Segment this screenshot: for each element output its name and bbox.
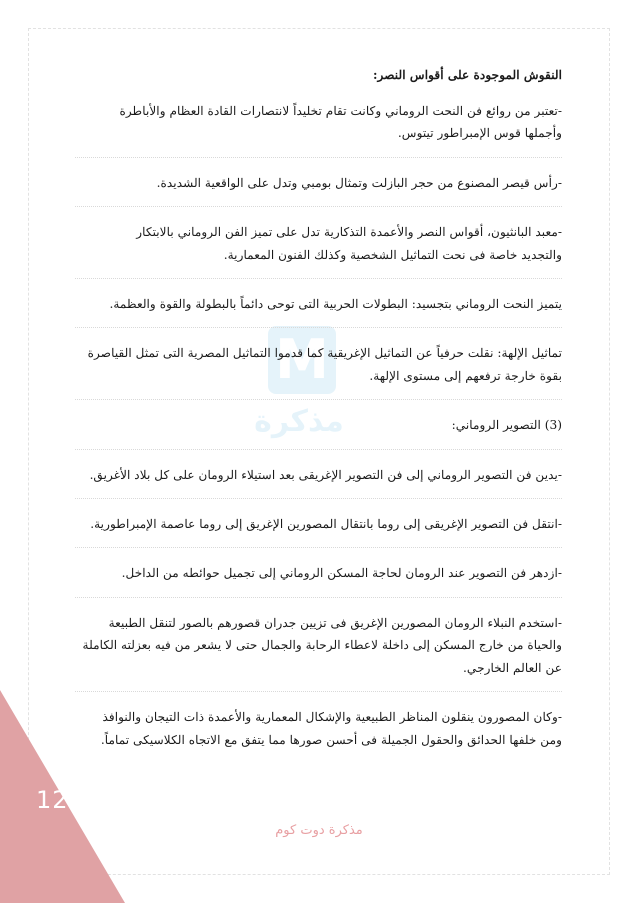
paragraph-line: -رأس قيصر المصنوع من حجر البازلت وتمثال بومبي وتدل على الواقعية الشديدة.: [156, 175, 562, 190]
paragraph-6: [75, 464, 562, 486]
divider: [75, 327, 562, 329]
paragraph-line: عن العالم الخارجي.: [463, 660, 562, 675]
paragraph-line: -وكان المصورون ينقلون المناظر الطبيعية والإشكال المعمارية والأعمدة ذات التيجان والنوافذ: [102, 710, 562, 725]
subsection-heading: [75, 414, 562, 436]
paragraph-line: يتميز النحت الروماني بتجسيد: البطولات الحربية التى توحى دائماً بالبطولة والقوة والعظمة.: [109, 297, 562, 312]
paragraph-line: -استخدم النبلاء الرومان المصورين الإغريق فى تزيين جدران قصورهم بالصور لتنقل الطبيعة: [108, 615, 562, 630]
paragraph-line: والتجديد خاصة فى نحت التماثيل الشخصية وكذلك الفنون المعمارية.: [223, 247, 562, 262]
divider: [75, 278, 562, 280]
paragraph-line: والحياة من خارج المسكن إلى داخلة لاعطاء الرحابة والجمال حتى لا يشعر من فيه بعزلته الكاملة: [82, 638, 562, 653]
divider: [75, 498, 562, 500]
section-heading: النقوش الموجودة على أقواس النصر:: [373, 68, 562, 82]
divider: [75, 547, 562, 549]
paragraph-line: -معبد البانثيون، أقواس النصر والأعمدة التذكارية تدل على تميز الفن الروماني بالابتكار: [136, 225, 562, 240]
paragraph-line: -يدين فن التصوير الروماني إلى فن التصوير الإغريقى بعد استيلاء الرومان على كل بلاد الأغريق.: [89, 467, 562, 482]
divider: [75, 597, 562, 599]
divider: [75, 206, 562, 208]
paragraph-line: بقوة خارجة ترفعهم إلى مستوى الإلهة.: [369, 368, 562, 383]
paragraph-5: [75, 342, 562, 387]
paragraph-line: (3) التصوير الروماني:: [451, 418, 562, 433]
watermark-text: مذكرة: [254, 404, 344, 439]
paragraph-line: -انتقل فن التصوير الإغريقى إلى روما بانتقال المصورين الإغريق إلى روما عاصمة الإمبراطورية.: [90, 517, 562, 532]
paragraph-2: [75, 172, 562, 194]
divider: [75, 691, 562, 693]
watermark-letter: M: [275, 328, 329, 391]
paragraph-line: -تعتبر من روائع فن النحت الروماني وكانت تقام تخليداً لانتصارات القادة العظام والأباطرة: [119, 104, 562, 118]
divider: [75, 157, 562, 159]
divider: [75, 449, 562, 451]
page-number: 124: [36, 786, 85, 814]
paragraph-1: [75, 100, 562, 145]
paragraph-line: تماثيل الإلهة: نقلت حرفياً عن التماثيل الإغريقية كما قدموا التماثيل المصرية التى تمثل القياصرة: [87, 346, 562, 361]
document-body: [75, 64, 562, 751]
paragraph-line: ومن خلفها الحدائق والحقول الجميلة فى أحسن صورها مما يتفق مع الاتجاه الكلاسيكى تماماً.: [100, 732, 562, 747]
paragraph-9: [75, 612, 562, 679]
divider: [75, 399, 562, 401]
paragraph-7: [75, 513, 562, 535]
paragraph-3: [75, 221, 562, 266]
paragraph-4: [75, 293, 562, 315]
paragraph-line: وأجملها قوس الإمبراطور تيتوس.: [397, 126, 562, 141]
footer-site-name: مذكرة دوت كوم: [275, 823, 363, 838]
paragraph-8: [75, 562, 562, 584]
paragraph-line: -ازدهر فن التصوير عند الرومان لحاجة المسكن الروماني إلى تجميل حوائطه من الداخل.: [121, 566, 562, 581]
paragraph-10: [75, 706, 562, 751]
